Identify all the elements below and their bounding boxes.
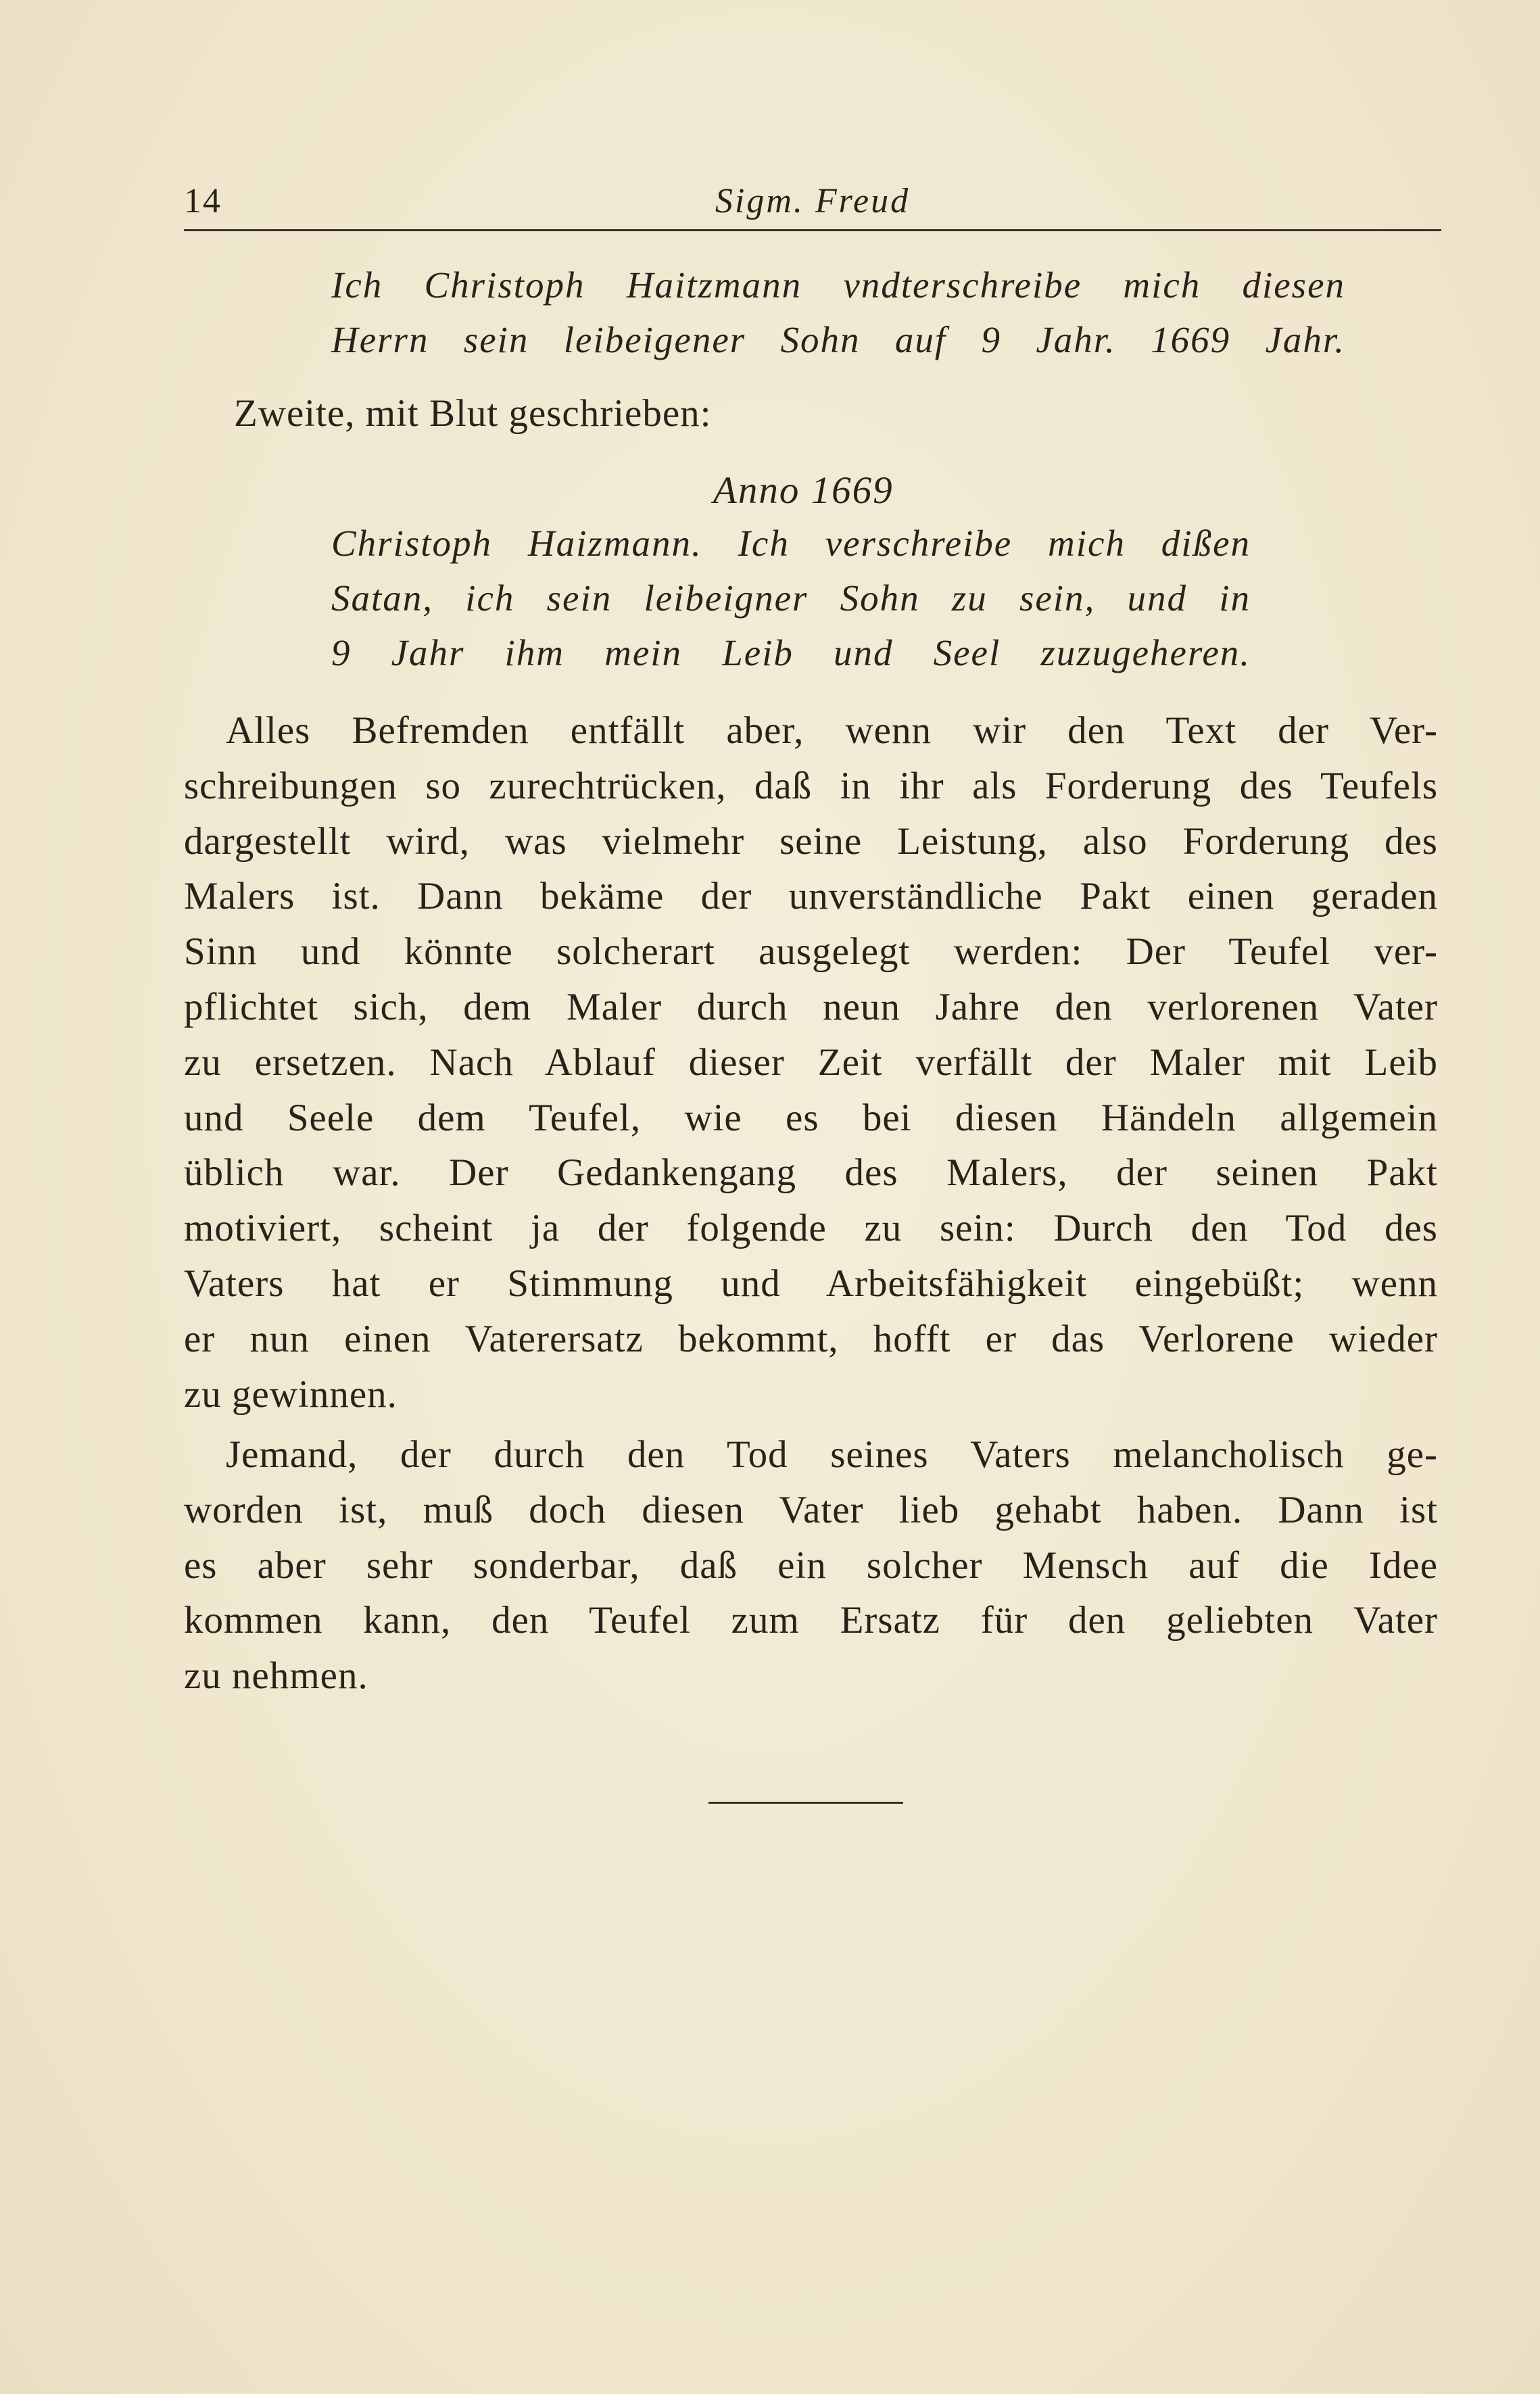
header-rule (184, 229, 1441, 231)
second-pact-date: Anno 1669 (713, 469, 894, 512)
paragraph-line: pflichtet sich, dem Maler durch neun Jahre den verlorenen Vater (184, 985, 1438, 1028)
paragraph-line: er nun einen Vaterersatz bekommt, hofft er das Verlorene wieder (184, 1317, 1438, 1360)
body-paragraph-1 (184, 703, 1438, 1422)
body-paragraph-2 (184, 1427, 1438, 1704)
second-pact-quote (331, 516, 1251, 680)
second-pact-intro: Zweite, mit Blut geschrieben: (234, 392, 712, 435)
paragraph-line: dargestellt wird, was vielmehr seine Leistung, also Forderung des (184, 819, 1438, 863)
first-pact-quote (331, 258, 1345, 367)
paragraph-line: kommen kann, den Teufel zum Ersatz für den geliebten Vater (184, 1599, 1438, 1642)
page-header (184, 181, 1441, 229)
second-pact-line: Satan, ich sein leibeigner Sohn zu sein, und in (331, 577, 1251, 619)
paragraph-line: worden ist, muß doch diesen Vater lieb gehabt haben. Dann ist (184, 1488, 1438, 1531)
paragraph-line: zu nehmen. (184, 1654, 368, 1698)
paragraph-line: es aber sehr sonderbar, daß ein solcher Mensch auf die Idee (184, 1543, 1438, 1587)
paragraph-line: Jemand, der durch den Tod seines Vaters melancholisch ge- (226, 1433, 1438, 1476)
paragraph-line: schreibungen so zurechtrücken, daß in ihr als Forderung des Teufels (184, 764, 1438, 807)
first-pact-line: Herrn sein leibeigener Sohn auf 9 Jahr. 1669 Jahr. (331, 319, 1345, 360)
paragraph-line: Malers ist. Dann bekäme der unverständliche Pakt einen geraden (184, 875, 1438, 918)
paragraph-line: Vaters hat er Stimmung und Arbeitsfähigkeit eingebüßt; wenn (184, 1262, 1438, 1305)
first-pact-line: Ich Christoph Haitzmann vndterschreibe mich diesen (331, 264, 1345, 306)
paragraph-line: motiviert, scheint ja der folgende zu sein: Durch den Tod des (184, 1207, 1438, 1250)
paragraph-line: zu gewinnen. (184, 1372, 398, 1416)
paragraph-line: üblich war. Der Gedankengang des Malers, der seinen Pakt (184, 1151, 1438, 1195)
paragraph-line: Alles Befremden entfällt aber, wenn wir den Text der Ver- (226, 709, 1438, 752)
second-pact-line: 9 Jahr ihm mein Leib und Seel zuzugeheren. (331, 632, 1251, 673)
section-end-rule (708, 1802, 903, 1804)
second-pact-line: Christoph Haizmann. Ich verschreibe mich dißen (331, 523, 1251, 564)
paragraph-line: Sinn und könnte solcherart ausgelegt werden: Der Teufel ver- (184, 930, 1438, 974)
paragraph-line: und Seele dem Teufel, wie es bei diesen Händeln allgemein (184, 1096, 1438, 1139)
page-number: 14 (184, 182, 222, 220)
running-title: Sigm. Freud (715, 182, 911, 220)
paragraph-line: zu ersetzen. Nach Ablauf dieser Zeit verfällt der Maler mit Leib (184, 1040, 1438, 1084)
